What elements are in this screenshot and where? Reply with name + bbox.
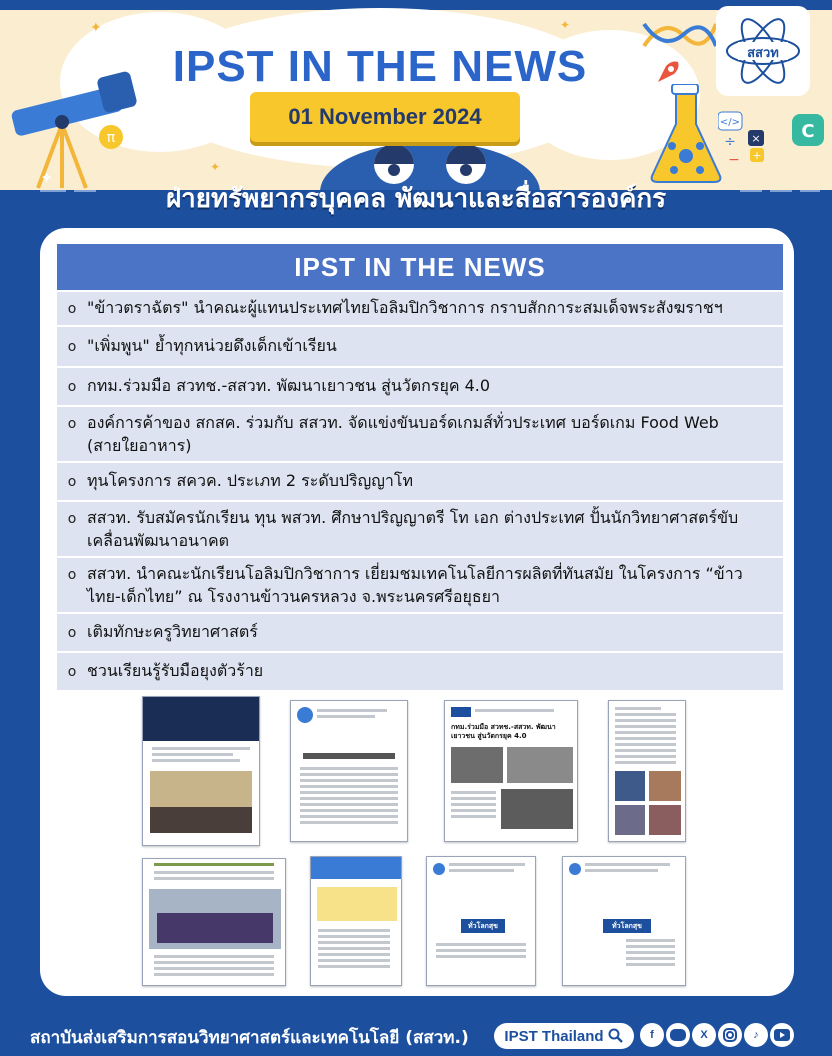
news-clipping-thumbnail[interactable]	[444, 700, 578, 842]
thumbnail-badge: ทั่วโลกสุข	[603, 919, 651, 933]
news-item[interactable]	[57, 327, 783, 366]
pi-icon	[98, 124, 124, 150]
news-item-text: "เพิ่มพูน" ย้ำทุกหน่วยดึงเด็กเข้าเรียน	[87, 336, 337, 355]
bullet-icon: o	[67, 474, 77, 490]
news-clipping-thumbnail[interactable]	[426, 856, 536, 986]
bullet-icon: o	[67, 625, 77, 641]
facebook-icon[interactable]: f	[640, 1023, 664, 1047]
header-banner	[0, 0, 832, 190]
svg-text:+: +	[752, 149, 762, 162]
news-item[interactable]	[57, 407, 783, 461]
bullet-icon: o	[67, 339, 77, 355]
social-handle[interactable]	[494, 1023, 634, 1049]
svg-text:×: ×	[751, 132, 761, 145]
news-item[interactable]	[57, 614, 783, 651]
news-item-text: ชวนเรียนรู้รับมือยุงตัวร้าย	[87, 661, 264, 680]
news-clipping-thumbnail[interactable]	[562, 856, 686, 986]
math-symbols-icon	[718, 104, 828, 174]
line-icon[interactable]	[666, 1023, 690, 1047]
bullet-icon: o	[67, 664, 77, 680]
svg-text:</>: </>	[719, 117, 741, 128]
photo-placeholder	[149, 889, 281, 949]
news-clipping-thumbnail[interactable]	[142, 696, 260, 846]
tiktok-icon[interactable]: ♪	[744, 1023, 768, 1047]
news-item[interactable]	[57, 463, 783, 500]
youtube-icon[interactable]	[770, 1023, 794, 1047]
news-item[interactable]	[57, 292, 783, 325]
department-title: ฝ่ายทรัพยากรบุคคล พัฒนาและสื่อสารองค์กร	[165, 184, 667, 214]
page-title: IPST IN THE NEWS	[172, 42, 588, 91]
news-item-text: สสวท. นำคณะนักเรียนโอลิมปิกวิชาการ เยี่ยมชมเทคโนโลยีการผลิตที่ทันสมัย ในโครงการ “ข้าวไทย-เด็กไทย” ณ โรงงานข้าวนครหลวง จ.พระนครศรีอยุธยา	[87, 564, 743, 606]
footer-bar	[0, 1016, 832, 1056]
svg-text:π: π	[106, 130, 116, 146]
flask-icon	[648, 84, 724, 184]
bullet-icon: o	[67, 301, 77, 317]
sparkle-icon: ✦	[90, 20, 102, 36]
instagram-icon[interactable]	[718, 1023, 742, 1047]
news-item-text: กทม.ร่วมมือ สวทช.-สสวท. พัฒนาเยาวชน สู่นวัตกรยุค 4.0	[87, 376, 491, 395]
news-list	[57, 292, 783, 692]
thumbnail-headline: กทม.ร่วมมือ สวทช.-สสวท. พัฒนาเยาวชน สู่นวัตกรยุค 4.0	[451, 723, 556, 740]
thumbnail-badge: ทั่วโลกสุข	[461, 919, 505, 933]
svg-text:−: −	[728, 152, 740, 168]
sparkle-icon: ✦	[560, 18, 571, 32]
sparkle-icon: ✦	[40, 168, 54, 187]
x-icon[interactable]: X	[692, 1023, 716, 1047]
news-clipping-thumbnail[interactable]	[142, 858, 286, 986]
svg-text:C: C	[801, 121, 815, 142]
news-clipping-thumbnail[interactable]	[608, 700, 686, 842]
logo-text: สสวท	[747, 46, 779, 61]
organization-name: สถาบันส่งเสริมการสอนวิทยาศาสตร์และเทคโนโลยี (สสวท.)	[30, 1028, 469, 1048]
news-clipping-thumbnail[interactable]	[310, 856, 402, 986]
news-item[interactable]	[57, 368, 783, 405]
bullet-icon: o	[67, 567, 77, 583]
news-item-text: "ข้าวตราฉัตร" นำคณะผู้แทนประเทศไทยโอลิมปิกวิชาการ กราบสักการะสมเด็จพระสังฆราชฯ	[87, 298, 723, 317]
news-table-heading: IPST IN THE NEWS	[57, 244, 783, 290]
handle-text: IPST Thailand	[504, 1027, 604, 1045]
ipst-logo	[716, 6, 810, 96]
news-item-text: องค์การค้าของ สกสค. ร่วมกับ สสวท. จัดแข่งขันบอร์ดเกมส์ทั่วประเทศ บอร์ดเกม Food Web (สายใยอาหาร)	[87, 413, 719, 455]
news-item[interactable]	[57, 502, 783, 556]
photo-placeholder	[150, 771, 252, 833]
search-icon	[608, 1028, 624, 1044]
news-item-text: สสวท. รับสมัครนักเรียน ทุน พสวท. ศึกษาปริญญาตรี โท เอก ต่างประเทศ ปั้นนักวิทยาศาสตร์ขับเคลื่อนพัฒนาอนาคต	[87, 508, 739, 550]
bullet-icon: o	[67, 416, 77, 432]
news-item[interactable]	[57, 558, 783, 612]
thumbnail-banner	[143, 697, 259, 741]
svg-text:÷: ÷	[724, 134, 736, 150]
news-item-text: ทุนโครงการ สควค. ประเภท 2 ระดับปริญญาโท	[87, 471, 413, 490]
news-clipping-thumbnail[interactable]	[290, 700, 408, 842]
news-item[interactable]	[57, 653, 783, 690]
sparkle-icon: ✦	[210, 160, 221, 174]
date-badge: 01 November 2024	[250, 92, 520, 142]
news-item-text: เติมทักษะครูวิทยาศาสตร์	[87, 622, 258, 641]
bullet-icon: o	[67, 511, 77, 527]
bullet-icon: o	[67, 379, 77, 395]
